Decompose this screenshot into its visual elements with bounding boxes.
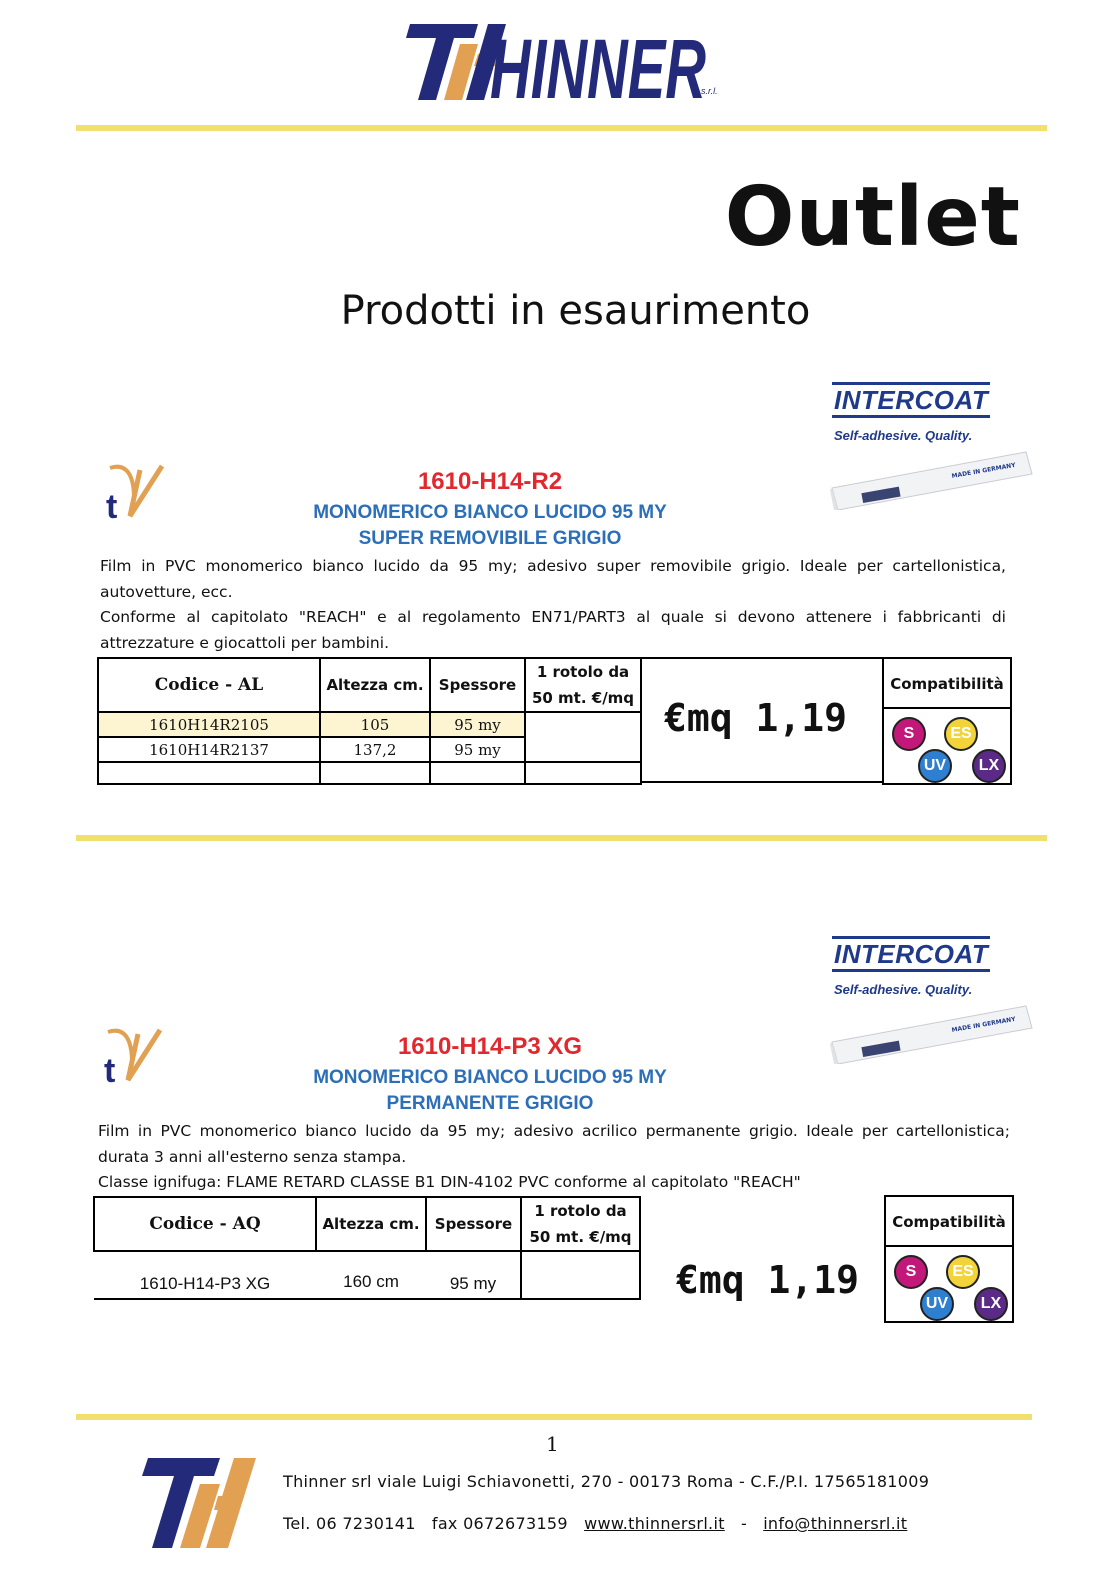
compatibility-panel (882, 657, 1012, 785)
brand-suffix: s.r.l. (701, 86, 718, 96)
footer-address: Thinner srl viale Luigi Schiavonetti, 270 - 00173 Roma - C.F./P.I. 17565181009 (283, 1472, 930, 1491)
compatibility-label: Compatibilità (884, 659, 1010, 709)
compatibility-panel (884, 1195, 1014, 1323)
intercoat-tagline: Self-adhesive. Quality. (834, 428, 973, 443)
page-title: Outlet (724, 170, 1021, 265)
svg-text:MADE IN GERMANY: MADE IN GERMANY (951, 461, 1017, 480)
column-header-thickness: Spessore (430, 658, 525, 712)
cell-code: 1610H14R2105 (98, 712, 320, 737)
cell-height: 137,2 (320, 737, 430, 762)
cell-thickness: 95 my (426, 1251, 521, 1299)
cell-code: 1610H14R2137 (98, 737, 320, 762)
thinner-footer-logo (142, 1452, 262, 1550)
price-per-sqm: €mq 1,19 (664, 696, 848, 740)
column-header-roll-price: 1 rotolo da 50 mt. €/mq (525, 658, 641, 712)
product-spec-table (93, 1196, 641, 1300)
column-header-code: Codice - AQ (94, 1197, 316, 1251)
table-row (94, 1251, 640, 1299)
product-desc-line2: SUPER REMOVIBILE GRIGIO (358, 528, 622, 549)
product-description (100, 554, 1006, 656)
compat-badge-lx: LX (972, 749, 1006, 783)
intercoat-tagline: Self-adhesive. Quality. (834, 982, 973, 997)
description-line: Conforme al capitolato "REACH" e al regolamento EN71/PART3 al quale si devono attenere i fabbricanti di attrezzature e giocattoli per bambini. (100, 608, 1006, 652)
price-per-sqm: €mq 1,19 (676, 1258, 860, 1302)
table-row (98, 712, 641, 737)
compat-badge-es: ES (944, 717, 978, 751)
column-header-height: Altezza cm. (316, 1197, 426, 1251)
svg-text:t: t (104, 1052, 116, 1090)
product-code: 1610-H14-P3 XG (397, 1033, 583, 1060)
compat-badge-es: ES (946, 1255, 980, 1289)
compat-badge-s: S (892, 717, 926, 751)
page-subtitle: Prodotti in esaurimento (340, 288, 811, 334)
footer-tel: Tel. 06 7230141 (283, 1514, 416, 1533)
svg-text:HINNER: HINNER (490, 22, 707, 104)
description-line: Classe ignifuga: FLAME RETARD CLASSE B1 DIN-4102 PVC conforme al capitolato "REACH" (98, 1173, 801, 1191)
footer-fax: fax 0672673159 (431, 1514, 568, 1533)
table-top-rule (640, 657, 884, 659)
cell-height: 160 cm (316, 1251, 426, 1299)
page-number: 1 (546, 1432, 559, 1456)
divider-middle (76, 835, 1047, 841)
cell-height: 105 (320, 712, 430, 737)
cell-roll-price (521, 1251, 640, 1299)
product-description (98, 1119, 1010, 1196)
website-link[interactable]: www.thinnersrl.it (584, 1514, 725, 1533)
svg-text:MADE IN GERMANY: MADE IN GERMANY (951, 1015, 1017, 1034)
compat-badge-lx: LX (974, 1287, 1008, 1321)
divider-bottom (76, 1414, 1032, 1420)
cell-code: 1610-H14-P3 XG (94, 1251, 316, 1299)
cell-thickness: 95 my (430, 737, 525, 762)
table-bottom-rule (640, 781, 884, 783)
svg-text:t: t (106, 488, 118, 526)
compat-badge-s: S (894, 1255, 928, 1289)
compatibility-label: Compatibilità (886, 1197, 1012, 1247)
column-header-code: Codice - AL (98, 658, 320, 712)
column-header-roll-price: 1 rotolo da 50 mt. €/mq (521, 1197, 640, 1251)
divider-top (76, 125, 1047, 131)
product-desc-line2: PERMANENTE GRIGIO (386, 1093, 594, 1114)
description-line: Film in PVC monomerico bianco lucido da 95 my; adesivo acrilico permanente grigio. Ideale per cartellonistica; durata 3 anni all'esterno senza stampa. (98, 1122, 1010, 1166)
product-code: 1610-H14-R2 (417, 468, 563, 495)
email-link[interactable]: info@thinnersrl.it (763, 1514, 908, 1533)
column-header-thickness: Spessore (426, 1197, 521, 1251)
intercoat-logo: INTERCOAT (832, 936, 990, 972)
intercoat-logo: INTERCOAT (832, 382, 990, 418)
compat-badge-uv: UV (920, 1287, 954, 1321)
product-spec-table (97, 657, 642, 785)
footer-contacts (283, 1514, 907, 1533)
compat-badge-uv: UV (918, 749, 952, 783)
table-row (98, 762, 641, 784)
cell-thickness: 95 my (430, 712, 525, 737)
product-desc-line1: MONOMERICO BIANCO LUCIDO 95 MY (313, 502, 667, 523)
cell-roll-price (525, 712, 641, 762)
column-header-height: Altezza cm. (320, 658, 430, 712)
footer-separator: - (740, 1514, 748, 1533)
product-desc-line1: MONOMERICO BIANCO LUCIDO 95 MY (313, 1067, 667, 1088)
description-line: Film in PVC monomerico bianco lucido da 95 my; adesivo super removibile grigio. Ideale per cartellonistica, autovetture, ecc. (100, 557, 1006, 601)
brand-wordmark (404, 14, 724, 104)
